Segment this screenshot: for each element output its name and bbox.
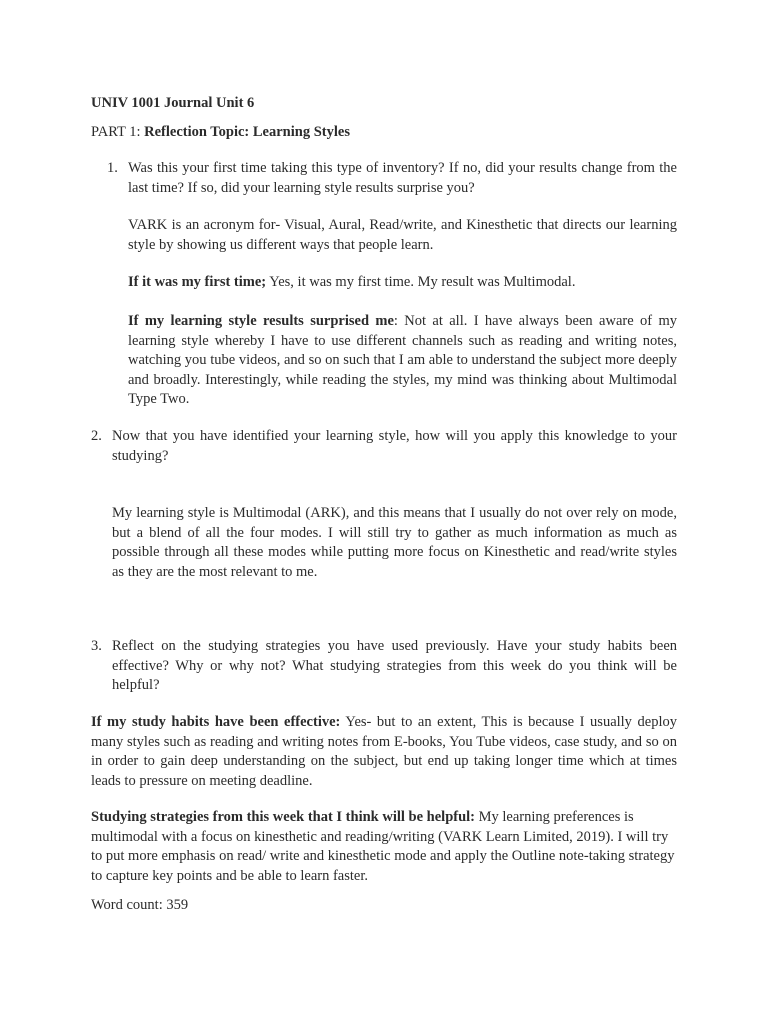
q1-surprised-paragraph [128,312,677,410]
q3-strategies-label: Studying strategies from this week that I think will be helpful: [91,809,476,825]
q1-first-time-paragraph [128,273,677,293]
word-count: Word count: 359 [91,897,189,913]
q2-question: Now that you have identified your learning style, how will you apply this knowledge to your studying? [112,428,677,464]
q3-number: 3. [91,638,102,654]
part-topic: Reflection Topic: Learning Styles [144,124,350,140]
q3-effective-label: If my study habits have been effective: [91,714,341,730]
q1-first-time-label: If it was my first time; [128,274,267,290]
q2-answer: My learning style is Multimodal (ARK), and this means that I usually do not over rely on mode, but a blend of all the four modes. I will still try to gather as much information as much as possible through all these modes while putting more focus on Kinesthetic and read/write styles as they are the most relevant to me. [112,505,677,580]
part-heading [91,123,350,141]
q3-effective-paragraph [91,713,677,791]
q3-effective-text: Yes- but to an extent, This is because I usually deploy many styles such as reading and writing notes from E-books, You Tube videos, case study, and so on in order to gain deep understanding on the subject, but end up taking longer time which at times leads to pressure on meeting deadline. [91,714,677,789]
part-prefix: PART 1: [91,124,145,140]
q1-vark-paragraph: VARK is an acronym for- Visual, Aural, Read/write, and Kinesthetic that directs our learning style by showing us different ways that people learn. [128,217,677,253]
q1-number: 1. [107,160,118,176]
document-title: UNIV 1001 Journal Unit 6 [91,95,255,111]
q1-surprised-label: If my learning style results surprised me [128,313,394,329]
q1-first-time-text: Yes, it was my first time. My result was Multimodal. [266,274,576,290]
q3-question: Reflect on the studying strategies you have used previously. Have your study habits been effective? Why or why not? What studying strategies from this week do you think will be helpful? [112,638,677,694]
q1-question: Was this your first time taking this type of inventory? If no, did your results change from the last time? If so, did your learning style results surprise you? [128,160,677,196]
q3-strategies-paragraph [91,808,677,886]
q1-surprised-text: : Not at all. I have always been aware of my learning style whereby I have to use different channels such as reading and writing notes, watching you tube videos, and so on such that I am able to understand the subject more deeply and broadly. Interestingly, while reading the styles, my mind was thinking about Multimodal Type Two. [128,313,677,408]
q2-number: 2. [91,428,102,444]
q3-strategies-text: My learning preferences is multimodal with a focus on kinesthetic and reading/writing (VARK Learn Limited, 2019). I will try to put more emphasis on read/ write and kinesthetic mode and apply the Outline note-taking strategy to capture key points and be able to learn faster. [91,809,675,884]
